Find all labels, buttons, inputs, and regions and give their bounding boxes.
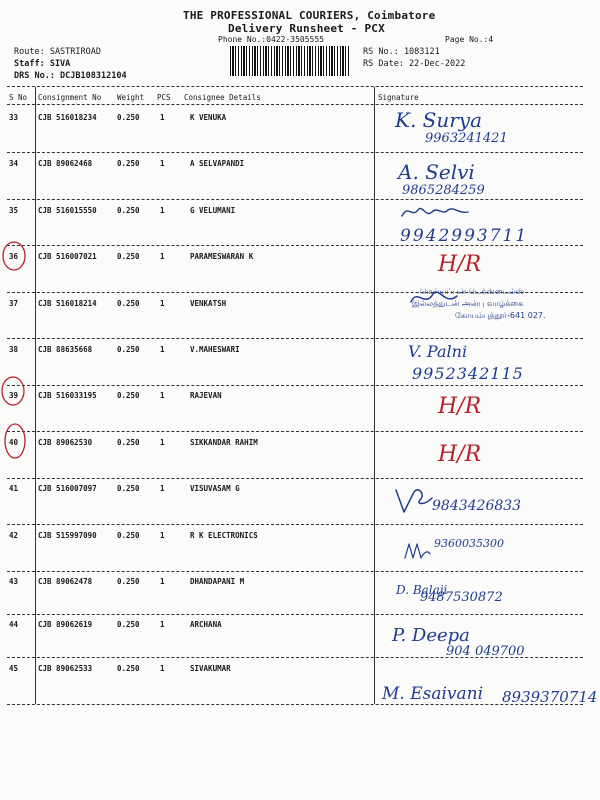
row-divider	[7, 614, 583, 615]
row-weight: 0.250	[117, 206, 140, 215]
signature-scrawl-icon	[402, 540, 432, 562]
row-consignment-no: CJB 516007097	[38, 484, 97, 493]
table-bottom-rule	[7, 704, 583, 705]
row-consignee: K VENUKA	[190, 113, 227, 122]
row-sno: 38	[9, 345, 19, 354]
signature-row-36: H/R	[438, 252, 482, 277]
staff-label: Staff: SIVA	[14, 59, 71, 69]
phone-row-34: 9865284259	[402, 183, 485, 198]
row-consignment-no: CJB 515997090	[38, 531, 97, 540]
row-weight: 0.250	[117, 299, 140, 308]
row-divider	[7, 152, 583, 153]
stamp-line-3: கோயம்புத்தூர்-641 027.	[455, 311, 546, 320]
row-sno: 45	[9, 664, 19, 673]
signature-row-33: K. Surya	[395, 108, 483, 132]
row-sno: 41	[9, 484, 19, 493]
row-pcs: 1	[160, 299, 165, 308]
row-weight: 0.250	[117, 113, 140, 122]
phone-row-42: 9360035300	[434, 537, 504, 550]
row-sno: 35	[9, 206, 19, 215]
col-header-consignee: Consignee Details	[184, 93, 261, 102]
rs-date: RS Date: 22-Dec-2022	[363, 59, 466, 69]
phone-number: Phone No.:0422-3505555	[218, 35, 324, 44]
phone-row-41: 9843426833	[432, 498, 522, 514]
circle-marks	[0, 0, 60, 470]
phone-row-38: 9952342115	[412, 364, 524, 383]
row-consignee: VISUVASAM G	[190, 484, 240, 493]
row-sno: 34	[9, 159, 19, 168]
signature-row-45: M. Esaivani	[382, 684, 484, 704]
row-pcs: 1	[160, 531, 165, 540]
row-weight: 0.250	[117, 252, 140, 261]
col-header-weight: Weight	[117, 93, 145, 102]
row-consignment-no: CJB 516033195	[38, 391, 97, 400]
row-divider	[7, 571, 583, 572]
col-header-pcs: PCS	[157, 93, 171, 102]
row-divider	[7, 478, 583, 479]
row-sno: 44	[9, 620, 19, 629]
signature-row-43: D. Balaji	[396, 583, 448, 597]
row-weight: 0.250	[117, 664, 140, 673]
row-pcs: 1	[160, 206, 165, 215]
table-top-rule	[7, 86, 583, 87]
row-divider	[7, 524, 583, 525]
row-sno: 40	[9, 438, 19, 447]
row-weight: 0.250	[117, 159, 140, 168]
page-number: Page No.:4	[445, 35, 494, 44]
stamp-line-2: இல்லத்துடன் அன்பு வாழ்க்கை	[412, 299, 524, 308]
row-consignment-no: CJB 88635668	[38, 345, 93, 354]
phone-row-44: 904 049700	[446, 644, 525, 659]
row-consignment-no: CJB 516018214	[38, 299, 97, 308]
row-weight: 0.250	[117, 438, 140, 447]
row-consignee: RAJEVAN	[190, 391, 222, 400]
phone-row-33: 9963241421	[425, 131, 508, 146]
row-consignee: R K ELECTRONICS	[190, 531, 258, 540]
row-weight: 0.250	[117, 345, 140, 354]
row-sno: 37	[9, 299, 19, 308]
row-pcs: 1	[160, 577, 165, 586]
row-divider	[7, 199, 583, 200]
row-consignee: SIVAKUMAR	[190, 664, 231, 673]
row-sno: 43	[9, 577, 19, 586]
column-divider	[374, 87, 375, 704]
signature-row-44: P. Deepa	[392, 625, 470, 646]
row-consignment-no: CJB 89062619	[38, 620, 93, 629]
row-pcs: 1	[160, 620, 165, 629]
row-pcs: 1	[160, 664, 165, 673]
table-header-rule	[7, 104, 583, 105]
row-weight: 0.250	[117, 620, 140, 629]
company-title: THE PROFESSIONAL COURIERS, Coimbatore	[183, 9, 436, 22]
row-consignee: PARAMESWARAN K	[190, 252, 254, 261]
row-consignee: G VELUMANI	[190, 206, 236, 215]
drs-number: DRS No.: DCJB108312104	[14, 71, 127, 81]
row-pcs: 1	[160, 113, 165, 122]
runsheet-subtitle: Delivery Runsheet - PCX	[228, 22, 385, 35]
row-sno: 42	[9, 531, 19, 540]
route-label: Route: SASTRIROAD	[14, 47, 101, 57]
row-consignee: SIKKANDAR RAHIM	[190, 438, 258, 447]
row-consignee: V.MAHESWARI	[190, 345, 240, 354]
barcode-icon	[230, 46, 350, 76]
row-consignment-no: CJB 89062478	[38, 577, 93, 586]
row-weight: 0.250	[117, 577, 140, 586]
row-consignment-no: CJB 516007021	[38, 252, 97, 261]
row-consignment-no: CJB 516018234	[38, 113, 97, 122]
rs-number: RS No.: 1083121	[363, 47, 440, 57]
row-pcs: 1	[160, 345, 165, 354]
row-pcs: 1	[160, 252, 165, 261]
signature-row-38: V. Palni	[408, 342, 468, 361]
phone-row-45: 8939370714	[502, 688, 598, 706]
row-pcs: 1	[160, 438, 165, 447]
row-weight: 0.250	[117, 531, 140, 540]
row-consignment-no: CJB 89062533	[38, 664, 93, 673]
row-weight: 0.250	[117, 484, 140, 493]
row-divider	[7, 431, 583, 432]
col-header-sno: S No	[9, 93, 28, 102]
row-sno: 39	[9, 391, 19, 400]
row-consignment-no: CJB 89062468	[38, 159, 93, 168]
row-consignment-no: CJB 89062530	[38, 438, 93, 447]
phone-row-35: 9942993711	[400, 226, 529, 246]
row-consignment-no: CJB 516015550	[38, 206, 97, 215]
row-pcs: 1	[160, 391, 165, 400]
row-divider	[7, 338, 583, 339]
stamp-line-1: மெய்யப்பன் டெக்ஸ்டைல்ஸ்	[420, 287, 525, 296]
row-pcs: 1	[160, 484, 165, 493]
signature-scrawl-icon	[398, 200, 478, 224]
row-consignee: A SELVAPANDI	[190, 159, 245, 168]
row-sno: 36	[9, 252, 19, 261]
col-header-signature: Signature	[378, 93, 419, 102]
row-weight: 0.250	[117, 391, 140, 400]
row-pcs: 1	[160, 159, 165, 168]
row-sno: 33	[9, 113, 19, 122]
signature-row-40: H/R	[438, 442, 482, 467]
row-divider	[7, 385, 583, 386]
signature-row-39: H/R	[438, 394, 482, 419]
row-consignee: VENKATSH	[190, 299, 227, 308]
col-header-consignment: Consignment No	[38, 93, 102, 102]
row-consignee: ARCHANA	[190, 620, 222, 629]
phone-row-43: 9487530872	[420, 590, 503, 605]
signature-row-34: A. Selvi	[398, 160, 475, 184]
row-consignee: DHANDAPANI M	[190, 577, 245, 586]
